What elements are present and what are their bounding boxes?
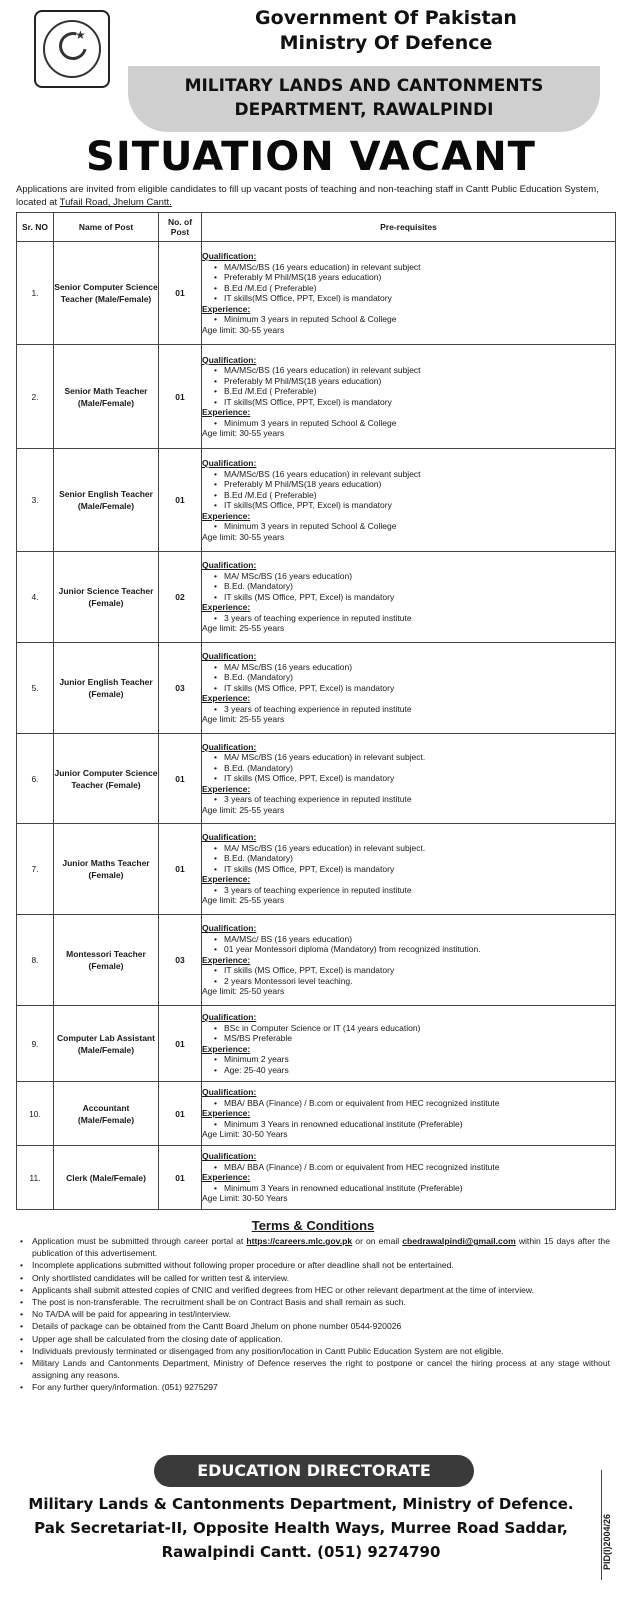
row-sr: 1. (17, 242, 54, 345)
pid-code (601, 1470, 616, 1580)
experience-label: Experience: (202, 693, 251, 704)
qualification-label: Qualification: (202, 651, 257, 662)
row-post-count: 02 (159, 552, 202, 643)
row-sr: 3. (17, 449, 54, 552)
qualification-label: Qualification: (202, 458, 257, 468)
table-row (17, 552, 616, 643)
qualification-item: • MA/MSc/BS (16 years education) in relevant subject (214, 469, 615, 480)
header-no: No. of Post (159, 213, 202, 242)
age-limit: Age Limit: 30-50 Years (202, 1193, 288, 1204)
row-post-name: Montessori Teacher (Female) (54, 915, 159, 1006)
header (4, 0, 618, 138)
experience-item: • Age: 25-40 years (214, 1065, 615, 1076)
qualification-list (202, 1162, 615, 1173)
row-post-name: Senior Math Teacher (Male/Female) (54, 345, 159, 449)
row-sr: 4. (17, 552, 54, 643)
term-item: • Military Lands and Cantonments Department, Ministry of Defence reserves the right to postpone or cancel the hiring process at any stage without assigning any reasons. (16, 1357, 610, 1381)
qualification-list (202, 469, 615, 511)
row-post-count: 01 (159, 242, 202, 345)
term-item: • For any further query/information. (051) 9275297 (16, 1381, 610, 1393)
row-post-name: Accountant (Male/Female) (54, 1082, 159, 1146)
table-row (17, 345, 616, 449)
row-post-name: Senior Computer Science Teacher (Male/Female) (54, 242, 159, 345)
terms-title: Terms & Conditions (251, 1218, 375, 1233)
qualification-list (202, 571, 615, 603)
experience-label: Experience: (202, 1172, 251, 1183)
qualification-item: • BSc in Computer Science or IT (14 years education) (214, 1023, 615, 1034)
experience-list (202, 418, 615, 429)
experience-list (202, 1183, 615, 1194)
age-limit: Age limit: 25-55 years (202, 714, 285, 725)
table-row (17, 915, 616, 1006)
row-post-count: 01 (159, 824, 202, 915)
experience-item: • 3 years of teaching experience in reputed institute (214, 794, 615, 805)
qualification-item: • IT skills (MS Office, PPT, Excel) is mandatory (214, 864, 615, 875)
gov-line-1: Government Of Pakistan (255, 7, 517, 29)
qualification-item: • MA/ MSc/BS (16 years education) in relevant subject. (214, 752, 615, 763)
row-post-count: 03 (159, 915, 202, 1006)
row-post-name: Junior Maths Teacher (Female) (54, 824, 159, 915)
qualification-list (202, 934, 615, 955)
qualification-item: • Preferably M Phil/MS(18 years education) (214, 376, 615, 387)
experience-list (202, 794, 615, 805)
row-post-count: 01 (159, 449, 202, 552)
age-limit: Age limit: 25-50 years (202, 986, 285, 997)
qualification-list (202, 262, 615, 304)
table-row (17, 1082, 616, 1146)
intro-text: Applications are invited from eligible candidates to fill up vacant posts of teaching and non-teaching staff in Cantt Public Education System, located at (16, 184, 599, 208)
dept-line-1: MILITARY LANDS AND CANTONMENTS (184, 76, 544, 96)
experience-label: Experience: (202, 407, 251, 417)
qualification-item: • Preferably M Phil/MS(18 years education) (214, 479, 615, 490)
education-directorate-banner: EDUCATION DIRECTORATE (154, 1455, 474, 1487)
experience-item: • Minimum 3 Years in renowned educational institute (Preferable) (214, 1119, 615, 1130)
qualification-item: • MS/BS Preferable (214, 1033, 615, 1044)
qualification-item: • MA/MSc/BS (16 years education) in relevant subject (214, 365, 615, 376)
email-link[interactable]: cbedrawalpindi@gmail.com (402, 1236, 516, 1246)
pid-text: PID(I)2004/26 (602, 1513, 612, 1570)
term-item: • The post is non-transferable. The recruitment shall be on Contract Basis and shall remain as such. (16, 1296, 610, 1308)
qualification-item: • Preferably M Phil/MS(18 years education) (214, 272, 615, 283)
row-sr: 10. (17, 1082, 54, 1146)
term-item: • Individuals previously terminated or disengaged from any position/location in Cantt Public Education System are not eligible. (16, 1345, 610, 1357)
department-band (128, 66, 600, 132)
row-prerequisites (202, 1146, 616, 1210)
row-prerequisites (202, 345, 616, 449)
qualification-item: • B.Ed. (Mandatory) (214, 581, 615, 592)
age-limit: Age Limit: 30-50 Years (202, 1129, 288, 1140)
crescent-star-icon (43, 20, 101, 78)
row-sr: 11. (17, 1146, 54, 1210)
term-first-c: within 15 days after the publication of this advertisement. (32, 1236, 610, 1259)
row-prerequisites (202, 552, 616, 643)
gov-line-2: Ministry Of Defence (279, 32, 493, 54)
age-limit: Age limit: 25-55 years (202, 895, 285, 906)
experience-label: Experience: (202, 874, 251, 885)
qualification-item: • IT skills (MS Office, PPT, Excel) is mandatory (214, 592, 615, 603)
qualification-label: Qualification: (202, 251, 257, 261)
row-post-count: 03 (159, 643, 202, 734)
term-item (16, 1235, 610, 1259)
age-limit: Age limit: 30-55 years (202, 324, 285, 335)
age-limit: Age limit: 25-55 years (202, 804, 285, 815)
portal-link[interactable]: https://careers.mlc.gov.pk (246, 1236, 353, 1246)
experience-label: Experience: (202, 602, 251, 613)
experience-list (202, 314, 615, 325)
row-sr: 5. (17, 643, 54, 734)
table-row (17, 734, 616, 824)
government-emblem-logo (34, 10, 110, 88)
qualification-item: • MA/MSc/BS (16 years education) in relevant subject (214, 262, 615, 273)
header-pre: Pre-requisites (202, 213, 616, 242)
row-sr: 9. (17, 1006, 54, 1082)
qualification-item: • MBA/ BBA (Finance) / B.com or equivalent from HEC recognized institute (214, 1162, 615, 1173)
advertisement-page (4, 0, 618, 1599)
qualification-label: Qualification: (202, 1087, 257, 1098)
table-row (17, 824, 616, 915)
qualification-item: • B.Ed. (Mandatory) (214, 763, 615, 774)
row-prerequisites (202, 643, 616, 734)
qualification-item: • B.Ed. (Mandatory) (214, 853, 615, 864)
qualification-item: • IT skills (MS Office, PPT, Excel) is mandatory (214, 773, 615, 784)
qualification-list (202, 1023, 615, 1044)
footer-address (14, 1492, 588, 1564)
qualification-label: Qualification: (202, 1012, 257, 1022)
qualification-item: • 01 year Montessori diploma (Mandatory) from recognized institution. (214, 944, 615, 955)
qualification-list (202, 752, 615, 784)
row-post-count: 01 (159, 1082, 202, 1146)
row-sr: 2. (17, 345, 54, 449)
qualification-list (202, 365, 615, 407)
row-prerequisites (202, 1082, 616, 1146)
page-title: SITUATION VACANT (86, 134, 536, 180)
row-post-count: 01 (159, 345, 202, 449)
row-post-name: Junior Science Teacher (Female) (54, 552, 159, 643)
qualification-label: Qualification: (202, 832, 257, 843)
qualification-label: Qualification: (202, 1151, 257, 1162)
qualification-label: Qualification: (202, 560, 257, 571)
qualification-list (202, 1098, 615, 1109)
experience-item: • 2 years Montessori level teaching. (214, 976, 615, 987)
row-sr: 7. (17, 824, 54, 915)
header-sr: Sr. NO (17, 213, 54, 242)
table-header-row (17, 213, 616, 242)
experience-label: Experience: (202, 1043, 251, 1054)
table-row (17, 449, 616, 552)
qualification-item: • IT skills(MS Office, PPT, Excel) is mandatory (214, 397, 615, 408)
qualification-item: • MA/ MSc/BS (16 years education) in relevant subject. (214, 843, 615, 854)
term-item: • Details of package can be obtained from the Cantt Board Jhelum on phone number 0544-920026 (16, 1320, 610, 1332)
row-prerequisites (202, 242, 616, 345)
experience-label: Experience: (202, 510, 251, 521)
address-line-1: Military Lands & Cantonments Department, Ministry of Defence. (28, 1495, 574, 1513)
qualification-item: • B.Ed. (Mandatory) (214, 672, 615, 683)
experience-list (202, 965, 615, 986)
qualification-label: Qualification: (202, 923, 257, 934)
term-item: • Upper age shall be calculated from the closing date of application. (16, 1333, 610, 1345)
experience-label: Experience: (202, 303, 251, 314)
qualification-item: • MA/ MSc/BS (16 years education) (214, 662, 615, 673)
row-prerequisites (202, 915, 616, 1006)
experience-list (202, 1054, 615, 1075)
intro-location: Tufail Road, Jhelum Cantt. (59, 197, 172, 208)
row-post-name: Senior English Teacher (Male/Female) (54, 449, 159, 552)
qualification-item: • MA/MSc/ BS (16 years education) (214, 934, 615, 945)
row-post-name: Clerk (Male/Female) (54, 1146, 159, 1210)
terms-section (16, 1218, 610, 1394)
experience-item: • 3 years of teaching experience in reputed institute (214, 613, 615, 624)
experience-list (202, 1119, 615, 1130)
table-row (17, 1006, 616, 1082)
qualification-list (202, 843, 615, 875)
row-prerequisites (202, 734, 616, 824)
age-limit: Age limit: 30-55 years (202, 428, 285, 438)
row-post-count: 01 (159, 734, 202, 824)
term-first-b: or on email (352, 1236, 403, 1246)
row-post-name: Computer Lab Assistant (Male/Female) (54, 1006, 159, 1082)
qualification-label: Qualification: (202, 741, 257, 752)
qualification-item: • IT skills(MS Office, PPT, Excel) is mandatory (214, 500, 615, 511)
experience-label: Experience: (202, 1108, 251, 1119)
row-prerequisites (202, 824, 616, 915)
row-sr: 8. (17, 915, 54, 1006)
experience-item: • Minimum 2 years (214, 1054, 615, 1065)
row-prerequisites (202, 449, 616, 552)
experience-label: Experience: (202, 954, 251, 965)
experience-item: • 3 years of teaching experience in reputed institute (214, 704, 615, 715)
table-row (17, 1146, 616, 1210)
term-first-a: Application must be submitted through career portal at (32, 1236, 247, 1246)
age-limit: Age limit: 25-55 years (202, 623, 285, 634)
qualification-list (202, 662, 615, 694)
row-post-name: Junior English Teacher (Female) (54, 643, 159, 734)
posts-table (16, 212, 616, 1210)
dept-line-2: DEPARTMENT, RAWALPINDI (234, 100, 494, 120)
experience-item: • Minimum 3 years in reputed School & College (214, 418, 615, 429)
experience-list (202, 885, 615, 896)
qualification-item: • IT skills(MS Office, PPT, Excel) is mandatory (214, 293, 615, 304)
experience-item: • Minimum 3 years in reputed School & College (214, 314, 615, 325)
intro-paragraph (16, 183, 610, 209)
row-sr: 6. (17, 734, 54, 824)
row-prerequisites (202, 1006, 616, 1082)
qualification-item: • B.Ed /M.Ed ( Preferable) (214, 386, 615, 397)
table-row (17, 242, 616, 345)
terms-list (16, 1235, 610, 1394)
address-line-2: Pak Secretariat-II, Opposite Health Ways, Murree Road Saddar, (34, 1519, 568, 1537)
term-item: • Only shortlisted candidates will be called for written test & interview. (16, 1272, 610, 1284)
experience-list (202, 613, 615, 624)
qualification-item: • MBA/ BBA (Finance) / B.com or equivalent from HEC recognized institute (214, 1098, 615, 1109)
experience-item: • Minimum 3 years in reputed School & College (214, 521, 615, 532)
experience-item: • IT skills (MS Office, PPT, Excel) is mandatory (214, 965, 615, 976)
address-line-3: Rawalpindi Cantt. (051) 9274790 (161, 1543, 441, 1561)
experience-item: • 3 years of teaching experience in reputed institute (214, 885, 615, 896)
row-post-count: 01 (159, 1146, 202, 1210)
qualification-item: • B.Ed /M.Ed ( Preferable) (214, 283, 615, 294)
experience-list (202, 704, 615, 715)
qualification-item: • B.Ed /M.Ed ( Preferable) (214, 490, 615, 501)
experience-list (202, 521, 615, 532)
qualification-item: • MA/ MSc/BS (16 years education) (214, 571, 615, 582)
experience-label: Experience: (202, 783, 251, 794)
experience-item: • Minimum 3 Years in renowned educational institute (Preferable) (214, 1183, 615, 1194)
term-item: • Applicants shall submit attested copies of CNIC and verified degrees from HEC or other relevant department at the time of interview. (16, 1284, 610, 1296)
row-post-name: Junior Computer Science Teacher (Female) (54, 734, 159, 824)
table-row (17, 643, 616, 734)
qualification-label: Qualification: (202, 354, 257, 365)
term-item: • No TA/DA will be paid for appearing in test/interview. (16, 1308, 610, 1320)
term-item: • Incomplete applications submitted without following proper procedure or after deadline shall not be entertained. (16, 1259, 610, 1271)
government-title (154, 6, 618, 56)
header-name: Name of Post (54, 213, 159, 242)
age-limit: Age limit: 30-55 years (202, 531, 285, 542)
qualification-item: • IT skills (MS Office, PPT, Excel) is mandatory (214, 683, 615, 694)
row-post-count: 01 (159, 1006, 202, 1082)
